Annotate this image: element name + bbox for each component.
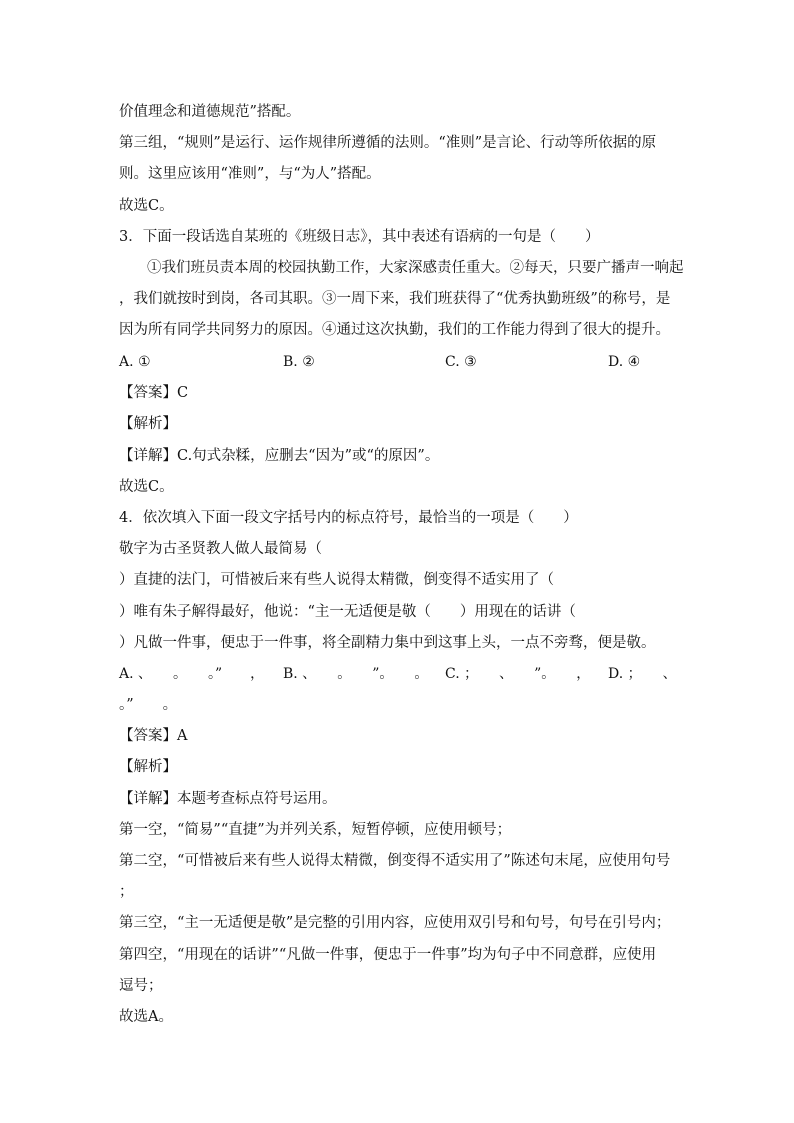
analysis-label: 【解析】 <box>119 416 177 432</box>
question-3-passage-line: ①我们班员责本周的校园执勤工作，大家深感责任重大。②每天，只要广播声一响起 <box>147 260 684 276</box>
text-line: 故选A。 <box>119 1009 173 1025</box>
text-line: 则。这里应该用“准则”，与“为人”搭配。 <box>119 166 381 182</box>
text-line: 第三组，“规则”是运行、运作规律所遵循的法则。“准则”是言论、行动等所依据的原 <box>119 135 657 151</box>
text-line: 逗号； <box>119 978 163 994</box>
text-line: 第二空，“可惜被后来有些人说得太精微，倒变得不适实用了”陈述句末尾，应使用句号 <box>119 853 671 869</box>
text-line: ； <box>119 884 134 900</box>
text-line: 第一空，“简易”“直捷”为并列关系，短暂停顿，应使用顿号； <box>119 822 512 838</box>
question-4-passage-line: ）唯有朱子解得最好，他说：“主一无适便是敬（ ）用现在的话讲（ <box>119 604 576 620</box>
detail-explanation: 【详解】C.句式杂糅，应删去“因为”或“的原因”。 <box>119 448 440 464</box>
text-line: 第三空，“主一无适便是敬”是完整的引用内容，应使用双引号和句号，句号在引号内； <box>119 915 671 931</box>
question-4-stem: 4．依次填入下面一段文字括号内的标点符号，最恰当的一项是（ ） <box>119 510 578 526</box>
text-line: 故选C。 <box>119 479 174 495</box>
question-4-passage-line: ）直捷的法门，可惜被后来有些人说得太精微，倒变得不适实用了（ <box>119 572 554 588</box>
answer-label: 【答案】C <box>119 385 189 401</box>
question-4-passage-line: 敬字为古圣贤教人做人最简易（ <box>119 541 322 557</box>
question-4-option-c: C. ； 、 ”。 ， <box>445 666 591 682</box>
question-3-option-b: B. ② <box>283 354 315 370</box>
question-3-option-a: A. ① <box>119 354 151 370</box>
question-4-option-d-continued: 。” 。 <box>119 697 178 713</box>
question-3-option-c: C. ③ <box>445 354 477 370</box>
question-3-passage-line: ，我们就按时到岗，各司其职。③一周下来，我们班获得了“优秀执勤班级”的称号，是 <box>119 291 671 307</box>
question-4-option-d: D. ； 、 <box>608 666 677 682</box>
answer-label: 【答案】A <box>119 728 188 744</box>
question-4-option-a: A. 、 。 。” ， <box>119 666 265 682</box>
question-3-option-d: D. ④ <box>608 354 641 370</box>
text-line: 故选C。 <box>119 198 174 214</box>
analysis-label: 【解析】 <box>119 759 177 775</box>
question-3-passage-line: 因为所有同学共同努力的原因。④通过这次执勤，我们的工作能力得到了很大的提升。 <box>119 322 670 338</box>
question-3-stem: 3．下面一段话选自某班的《班级日志》，其中表述有语病的一句是（ ） <box>119 229 600 245</box>
detail-explanation: 【详解】本题考查标点符号运用。 <box>119 791 337 807</box>
text-line: 第四空，“用现在的话讲”“凡做一件事，便忠于一件事”均为句子中不同意群，应使用 <box>119 947 657 963</box>
text-line: 价值理念和道德规范”搭配。 <box>119 104 301 120</box>
question-4-option-b: B. 、 。 ”。 。 <box>283 666 429 682</box>
question-4-passage-line: ）凡做一件事，便忠于一件事，将全副精力集中到这事上头，一点不旁骛，便是敬。 <box>119 635 656 651</box>
